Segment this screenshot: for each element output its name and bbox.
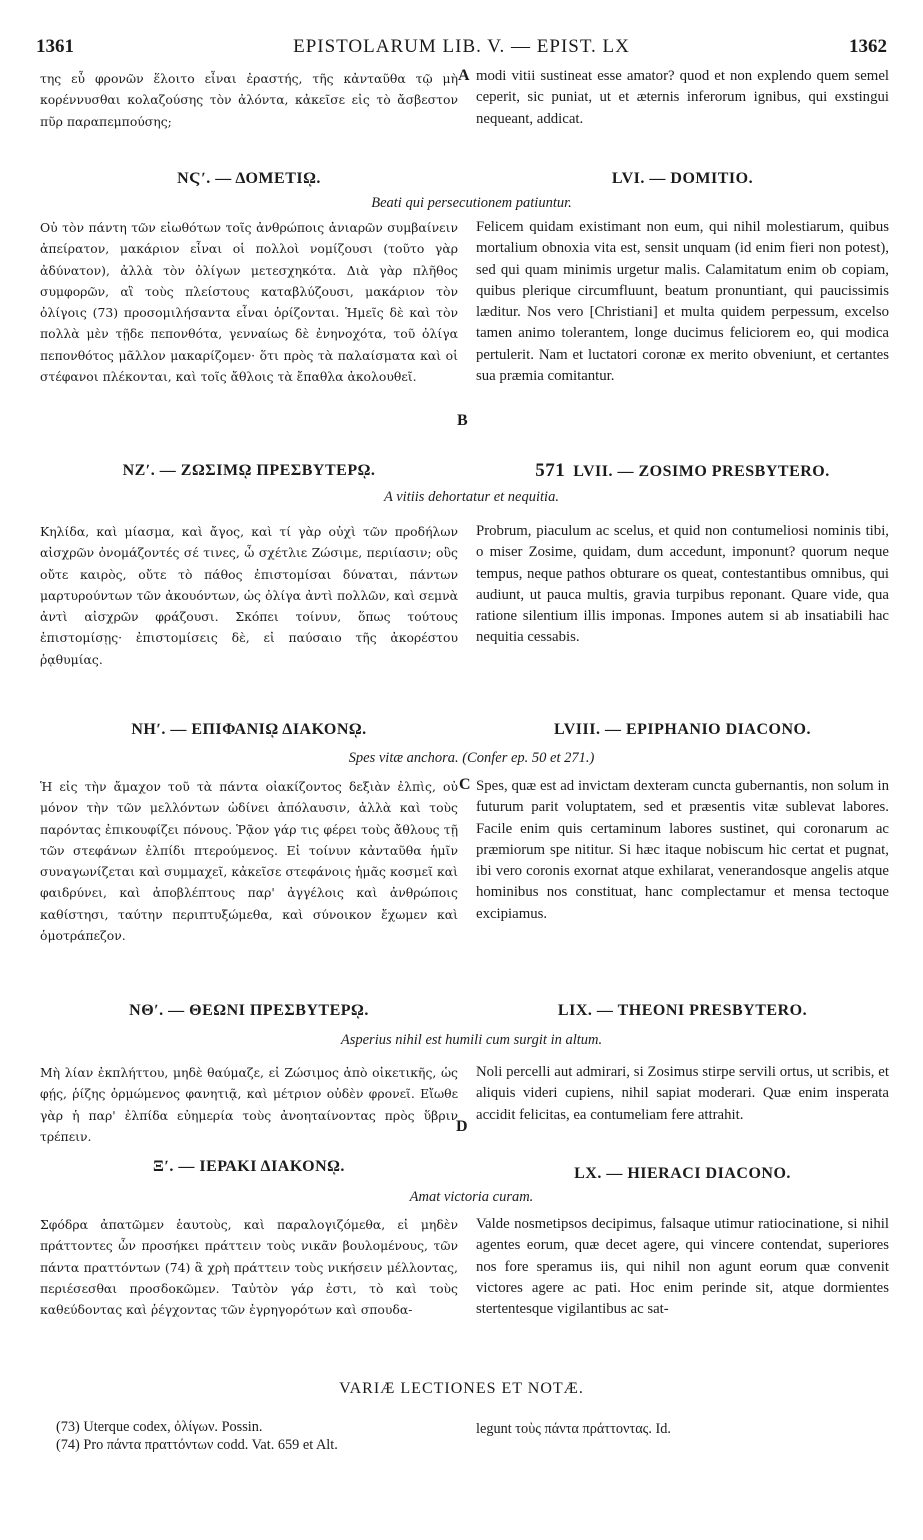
letter-56-greek [40,217,458,387]
letter-58-greek-text: Ἡ εἰς τὴν ἄμαχον τοῦ τὰ πάντα οἰακίζοντος δεξιὰν ἐλπὶς, οὐ μόνον τὴν τῶν μελλόντων ὠδίνει ἀπόλαυσιν, ἀλλὰ καὶ τοὺς παρόντας ἐπικουφίζει πόνους. Ῥᾷον γάρ τις φέρει τοὺς ἄθλους τῇ τῶν στεφάνων ἐλπίδι πτερούμενος. Εἰ τοίνυν κἀνταῦθα ἡμῖν συναγωνίζεται καὶ συμμαχεῖ, κἀκεῖσε στεφάνοις ἡμᾶς κοσμεῖ καὶ φαιδρύνει, καὶ ἀποβλέπτους παρ' ἀγγέλοις καὶ ἀνθρώποις καθίστησι, ταύτην περιπτυξώμεθα, καὶ σύνοικον ἔχωμεν καὶ ὁμοτράπεζον. [40,779,458,944]
letter-59-latin [476,1062,889,1126]
marker-b: B [457,412,468,429]
note-continuation: legunt τοὺς πάντα πράττοντας. Id. [476,1421,671,1437]
letter-60-subtitle: Amat victoria curam. [409,1189,534,1205]
letter-57-latin-heading-text: LVII. — ZOSIMO PRESBYTERO. [573,463,830,480]
letter-59-latin-text: Noli percelli aut admirari, si Zosimus stirpe servili ortus, ut scribis, et aliquis videri cupiens, nihil sapiat moderari. Quæ enim insperata accidit felicitas, ea contumeliam fere attrahit. [476,1064,889,1123]
page-header [32,36,891,60]
intro-latin [476,66,889,130]
letter-56-latin-heading-text: LVI. — DOMITIO. [611,170,754,187]
letter-56-greek-text: Οὐ τὸν πάντη τῶν εἰωθότων τοῖς ἀνθρώποις ἀνιαρῶν συμβαίνειν ἀπείρατον, μακάριον εἶναι οἱ πολλοὶ νομίζουσι (τοῦτο γὰρ ἀδύνατον), ἀλλὰ τὸν ὀλίγων μετεσχηκότα. Διὰ γὰρ πλῆθος συμφορῶν, αἳ τοὺς πλείστους καταβλύζουσι, μακάριον τὸν ὀλίγοις (73) προσομιλήσαντα εἶναι ὁρίζονται. Ἡμεῖς δὲ καὶ τὸν πολλὰ μὲν τῇδε πεπονθότα, γενναίως δὲ ἐνηνοχότα, τοῦ ὀλίγα πεπονθότος μᾶλλον μακαρίζομεν· ὅτι πρὸς τὰ παλαίσματα καὶ οἱ στέφανοι πλέκονται, καὶ τοῖς ἄθλοις τὰ ἔπαθλα ἀκολουθεῖ. [40,220,458,385]
letter-59-greek-text: Μὴ λίαν ἐκπλήττου, μηδὲ θαύμαζε, εἰ Ζώσιμος ἀπὸ οἰκετικῆς, ὡς φῄς, ῥίζης ὁρμώμενος φανητιᾷ, καὶ μέτριον οὐδὲν φρονεῖ. Εἴωθε γὰρ ἡ παρ' ἐλπίδα εὐημερία τοὺς ἀνοηταίνοντας πρὸς ὕβριν τρέπειν. [40,1065,458,1144]
letter-57-latin-heading [476,460,889,482]
left-page-number: 1361 [36,36,74,57]
letter-58-latin-heading [476,721,889,739]
letter-60-latin [476,1214,889,1320]
letter-57-latin [476,521,889,649]
marker-a: A [458,67,470,84]
letter-59-subtitle: Asperius nihil est humili cum surgit in altum. [340,1032,603,1048]
letter-60-greek-heading: Ξʹ. — ΙΕΡΑΚΙ ΔΙΑΚΟΝῼ. [153,1158,345,1175]
marker-d: D [456,1118,468,1135]
letter-57-subtitle: A vitiis dehortatur et nequitia. [384,489,559,505]
letter-56-latin-text: Felicem quidam existimant non eum, qui nihil molestiarum, quibus mortalium obnoxia vita est, sensit unquam (id enim fieri non potest), sed qui quam minimis urgetur malis. Calamitatum enim ob copiam, quibus plerique circumfluunt, beatum pronuntiant, qui paucissimis læditur. Nos vero [Christiani] et multa quidem perpessum, excelso tamen animo tolerantem, longe ducimus feliciorem eo, qui modica pertulerit. Nam et luctatori coronæ ex merito obveniunt, et certantes sua præmia comitantur. [476,219,889,385]
letter-59-greek-heading: ΝΘʹ. — ΘΕΩΝΙ ΠΡΕΣΒΥΤΕΡῼ. [129,1002,369,1019]
column-number: 571 [535,460,566,481]
letter-60-latin-heading-text: LX. — HIERACI DIACONO. [574,1165,791,1182]
letter-58-greek-heading: ΝΗʹ. — ΕΠΙΦΑΝΙῼ ΔΙΑΚΟΝῼ. [131,721,367,738]
note-73: (73) Uterque codex, ὀλίγων. Possin. [56,1419,263,1435]
intro-greek-text: της εὖ φρονῶν ἕλοιτο εἶναι ἐραστής, τῆς κἀνταῦθα τῷ μὴ κορέννυσθαι κολαζούσης τὸν ἀλόντα, κἀκεῖσε εἰς τὸ ἄσβεστον πῦρ παραπεμπούσης; [40,71,458,129]
letter-56-greek-heading: ΝϚʹ. — ΔΟΜΕΤΙῼ. [177,170,321,187]
letter-58-greek [40,776,458,946]
letter-59-latin-heading-text: LIX. — THEONI PRESBYTERO. [557,1002,808,1019]
letter-57-greek [40,521,458,670]
letter-58-latin-heading-text: LVIII. — EPIPHANIO DIACONO. [554,721,811,738]
letter-57-greek-text: Κηλίδα, καὶ μίασμα, καὶ ἄγος, καὶ τί γὰρ οὐχὶ τῶν προδήλων αἰσχρῶν ὀνομάζοντές σέ τινες, ὦ σχέτλιε Ζώσιμε, περιίασιν; οὓς οὔτε καιρὸς, οὔτε τὸ πάθος ἐπιστομίσαι δύναται, πάντων μαρτυρούντων τῶν ἀκουόντων, ὡς ὀλίγα ἀντὶ πολλῶν, καὶ σεμνὰ ἀντὶ αἰσχρῶν φράζουσι. Σκόπει τοίνυν, ὅπως τούτους ἐπιστομίσῃς· ἐπιστομίσεις δὲ, εἰ παύσαιο τῆς ἀκορέστου ῥᾳθυμίας. [40,524,458,667]
letter-58-latin [476,776,889,925]
notes-title: VARIÆ LECTIONES ET NOTÆ. [339,1380,584,1397]
letter-60-latin-text: Valde nosmetipsos decipimus, falsaque utimur ratiocinatione, si nihil agentes eorum, quæ decet agere, qui vincere contendat, superiores nos fore speramus iis, qui nihil non agunt eorum quæ convenit victores agere ac pati. Hoc enim perinde sit, atque dormientes stertentesque vigilantibus ac sat- [476,1216,889,1318]
letter-56-latin-heading [476,170,889,188]
intro-latin-text: modi vitii sustineat esse amator? quod et non explendo quem semel ceperit, sic puniat, ut et æternis inferorum ignibus, qui exstingui nequeant, addicat. [476,68,889,127]
marker-c: C [459,776,471,793]
letter-57-greek-heading: ΝΖʹ. — ΖΩΣΙΜῼ ΠΡΕΣΒΥΤΕΡῼ. [122,462,376,479]
letter-60-greek [40,1214,458,1320]
letter-58-subtitle: Spes vitæ anchora. (Confer ep. 50 et 271.) [348,750,595,766]
intro-greek [40,68,458,132]
letter-57-latin-text: Probrum, piaculum ac scelus, et quid non contumeliosi nominis tibi, o miser Zosime, quidam, dum accedunt, imponunt? quorum neque tempus, neque pathos obturare os queat, contestantibus omnibus, qui audiunt, ut pauca multis, gravia turpibus reponant. Quare vide, qua ratione silentium illis imponas. Impones autem si ab insatiabili hac nequitia cessabis. [476,523,889,646]
letter-56-subtitle: Beati qui persecutionem patiuntur. [371,195,572,211]
note-74: (74) Pro πάντα πραττόντων codd. Vat. 659 et Alt. [56,1437,338,1453]
letter-59-greek [40,1062,458,1147]
right-page-number: 1362 [849,36,887,57]
letter-59-latin-heading [476,1002,889,1020]
running-title: EPISTOLARUM LIB. V. — EPIST. LX [293,36,630,57]
letter-58-latin-text: Spes, quæ est ad invictam dexteram cuncta gubernantis, non solum in futurum parit voluptatem, sed et præsentis vitæ sublevat labores. Facile enim quis certaminum labores sustinet, qui coronarum ac præmiorum spe nititur. Si hæc itaque nobiscum hic certat et pugnat, ibi vero coronis exornat atque exhilarat, venerandosque angelis atque hominibus nos constituat, hanc complectamur et mensa tectoque excipiamus. [476,778,889,922]
letter-56-latin [476,217,889,387]
letter-60-latin-heading [476,1165,889,1183]
letter-60-greek-text: Σφόδρα ἀπατῶμεν ἑαυτοὺς, καὶ παραλογιζόμεθα, εἰ μηδὲν πράττοντες ὧν προσήκει πράττειν τοὺς νικᾶν βουλομένους, τῶν πάντα πραττόντων (74) ἃ χρὴ πράττειν τοὺς νικήσειν μέλλοντας, περιέσεσθαι προσδοκῶμεν. Ταὐτὸν γάρ ἐστι, τὸ καὶ τοὺς καθεύδοντας καὶ ῥέγχοντας τῶν ἐγρηγορότων καὶ σπουδα- [40,1217,458,1318]
